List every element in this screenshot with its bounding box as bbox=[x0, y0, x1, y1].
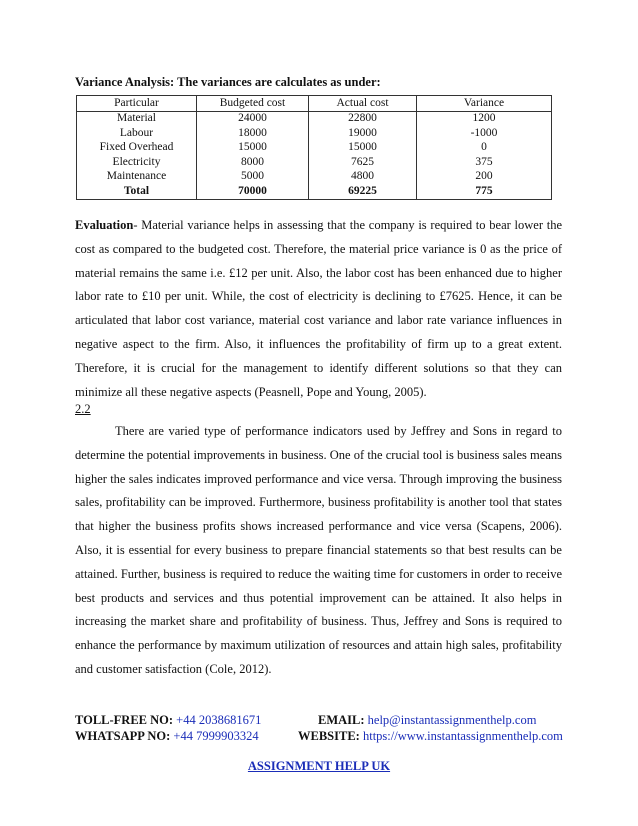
brand-link[interactable]: ASSIGNMENT HELP UK bbox=[247, 759, 391, 773]
table-cell: 4800 bbox=[309, 170, 417, 185]
table-total-row bbox=[77, 184, 552, 199]
table-cell: 200 bbox=[417, 170, 552, 185]
evaluation-text: - Material variance helps in assessing that the company is required to bear lower the cost as compared to the budgeted cost. Therefore, the material price variance is 0 as the price of material remains the same i.e. £12 per unit. Also, the labor cost has been enhanced due to higher labor rate to £10 per unit. While, the cost of electricity is declining to £7625. Hence, it can be articulated that labor cost variance, material cost variance and labor rate variance influences in negative aspect to the firm. Also, it influences the profitability of firm up to a great extent. Therefore, it is crucial for the management to identify different solutions so that they can minimize all these negative aspects (Peasnell, Pope and Young, 2005). bbox=[75, 218, 562, 399]
table-cell: 15000 bbox=[309, 141, 417, 156]
website-label: WEBSITE: bbox=[298, 729, 360, 743]
table-cell: 19000 bbox=[309, 126, 417, 141]
variance-heading: Variance Analysis: The variances are calculates as under: bbox=[75, 75, 381, 89]
table-cell: -1000 bbox=[417, 126, 552, 141]
table-row bbox=[77, 155, 552, 170]
table-header-row bbox=[77, 96, 552, 112]
table-row bbox=[77, 126, 552, 141]
column-header: Variance bbox=[417, 96, 552, 112]
table-cell: Electricity bbox=[77, 155, 197, 170]
table-row bbox=[77, 111, 552, 126]
footer-website bbox=[298, 729, 563, 744]
email-label: EMAIL: bbox=[318, 713, 365, 727]
table-cell: Total bbox=[77, 184, 197, 199]
whatsapp-number[interactable]: +44 7999903324 bbox=[173, 729, 259, 743]
column-header: Actual cost bbox=[309, 96, 417, 112]
table-cell: 24000 bbox=[197, 111, 309, 126]
evaluation-paragraph bbox=[75, 214, 562, 404]
table-cell: 1200 bbox=[417, 111, 552, 126]
table-cell: 7625 bbox=[309, 155, 417, 170]
table-cell: Maintenance bbox=[77, 170, 197, 185]
table-row bbox=[77, 141, 552, 156]
table-cell: 15000 bbox=[197, 141, 309, 156]
section-paragraph bbox=[75, 420, 562, 682]
variance-table bbox=[76, 95, 552, 200]
table-cell: 22800 bbox=[309, 111, 417, 126]
column-header: Budgeted cost bbox=[197, 96, 309, 112]
column-header: Particular bbox=[77, 96, 197, 112]
evaluation-label: Evaluation bbox=[75, 218, 134, 232]
table-cell: 8000 bbox=[197, 155, 309, 170]
table-cell: 375 bbox=[417, 155, 552, 170]
table-cell: Material bbox=[77, 111, 197, 126]
footer-email bbox=[318, 713, 536, 728]
table-cell: 18000 bbox=[197, 126, 309, 141]
table-cell: Fixed Overhead bbox=[77, 141, 197, 156]
table-cell: 775 bbox=[417, 184, 552, 199]
table-row bbox=[77, 170, 552, 185]
footer-whatsapp bbox=[75, 729, 259, 744]
table-cell: 70000 bbox=[197, 184, 309, 199]
tollfree-number[interactable]: +44 2038681671 bbox=[176, 713, 262, 727]
section-number: 2.2 bbox=[75, 402, 91, 416]
tollfree-label: TOLL-FREE NO: bbox=[75, 713, 174, 727]
website-link[interactable]: https://www.instantassignmenthelp.com bbox=[362, 729, 563, 743]
section-text: There are varied type of performance indicators used by Jeffrey and Sons in regard to determine the potential improvements in business. One of the crucial tool is business sales means higher the sales indicates improved performance and vice versa. Through improving the business sales, profitability can be improved. Furthermore, business profitability is another tool that states that higher the business profits shows increased performance and vice versa (Scapens, 2006). Also, it is essential for every business to prepare financial statements so that best results can be attained. Further, business is required to reduce the waiting time for customers in order to receive best products and services and thus potential improvement can be attained. It also helps in increasing the market share and profitability of business. Thus, Jeffrey and Sons is required to enhance the performance by maximum utilization of resources and attain high sales, profitability and customer satisfaction (Cole, 2012). bbox=[75, 424, 562, 676]
table-cell: 0 bbox=[417, 141, 552, 156]
footer-tollfree bbox=[75, 713, 261, 728]
email-link[interactable]: help@instantassignmenthelp.com bbox=[367, 713, 537, 727]
table-cell: Labour bbox=[77, 126, 197, 141]
whatsapp-label: WHATSAPP NO: bbox=[75, 729, 171, 743]
table-cell: 5000 bbox=[197, 170, 309, 185]
table-cell: 69225 bbox=[309, 184, 417, 199]
